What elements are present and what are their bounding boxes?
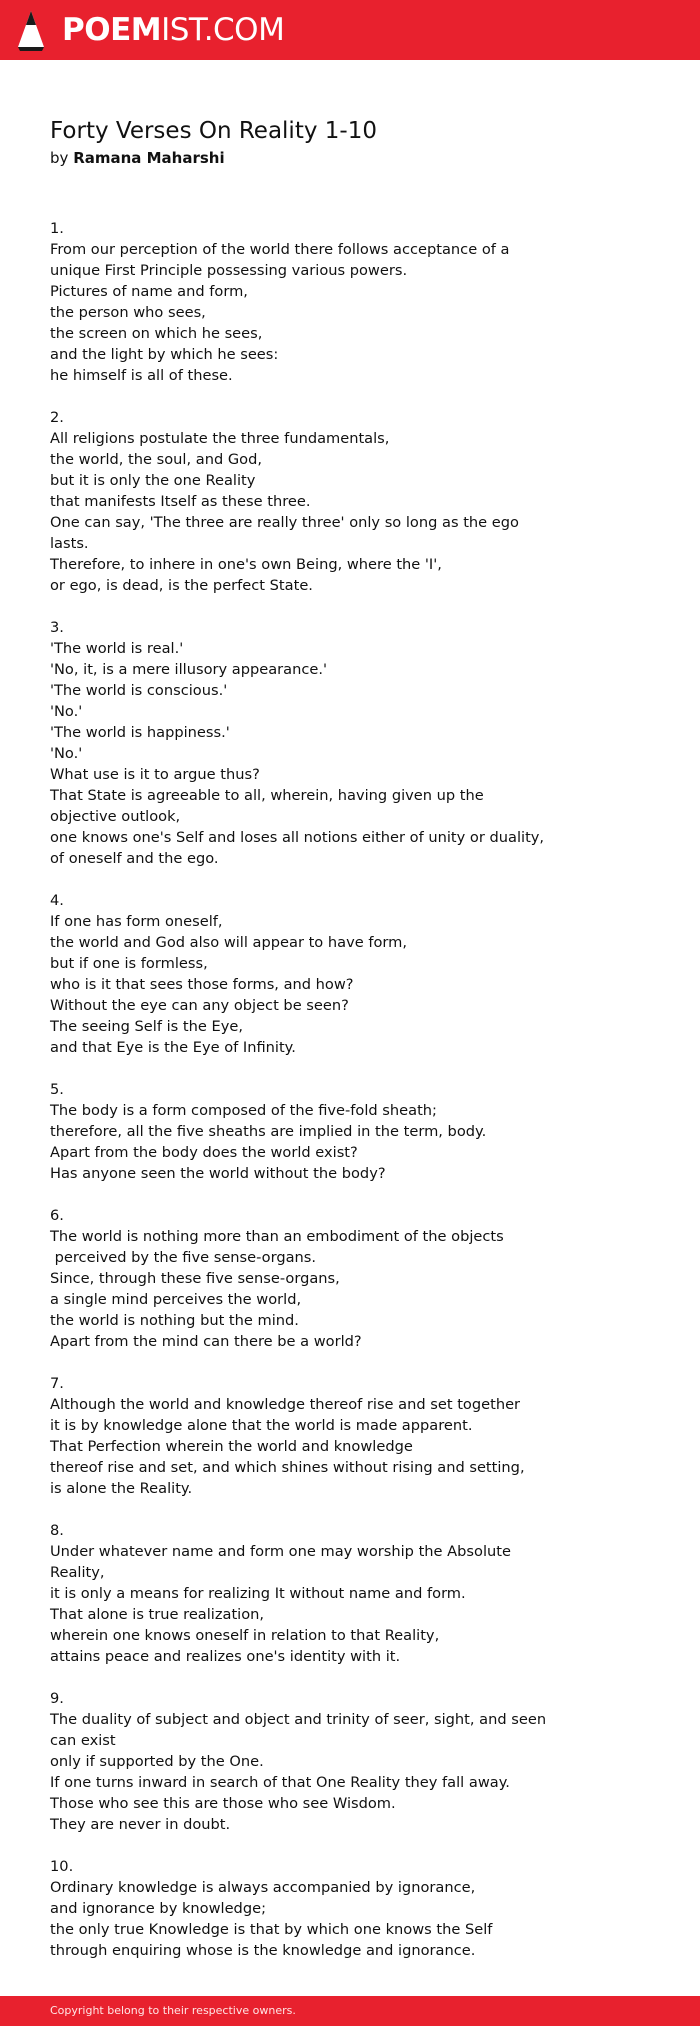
poem-line: Ordinary knowledge is always accompanied by ignorance, bbox=[50, 1879, 476, 1896]
stanza-number: 2. bbox=[50, 409, 64, 426]
stanza-number: 8. bbox=[50, 1522, 64, 1539]
pencil-tip-icon[interactable] bbox=[18, 11, 44, 51]
logo-light-text: IST.COM bbox=[161, 12, 285, 48]
site-header bbox=[0, 0, 700, 60]
poem-line: perceived by the five sense-organs. bbox=[50, 1249, 317, 1266]
poem-line: the person who sees, bbox=[50, 304, 206, 321]
poem-stanza bbox=[50, 1688, 550, 1835]
poem-line: of oneself and the ego. bbox=[50, 850, 219, 867]
poem-stanza bbox=[50, 617, 550, 869]
byline-prefix: by bbox=[50, 149, 69, 167]
poem-stanza bbox=[50, 1205, 550, 1352]
poem-title: Forty Verses On Reality 1-10 bbox=[50, 118, 377, 144]
poem-line: If one has form oneself, bbox=[50, 913, 223, 930]
poem-line: From our perception of the world there follows acceptance of a unique First Principle possessing various powers. bbox=[50, 241, 515, 279]
poem-line: the world and God also will appear to have form, bbox=[50, 934, 407, 951]
poem-line: the only true Knowledge is that by which one knows the Self bbox=[50, 1921, 493, 1938]
poem-line: Without the eye can any object be seen? bbox=[50, 997, 349, 1014]
poem-line: it is only a means for realizing It without name and form. bbox=[50, 1585, 466, 1602]
poem-stanza bbox=[50, 1856, 550, 1961]
poem-line: therefore, all the five sheaths are implied in the term, body. bbox=[50, 1123, 487, 1140]
poem-line: 'No.' bbox=[50, 703, 83, 720]
poem-line: a single mind perceives the world, bbox=[50, 1291, 302, 1308]
poem-line: That Perfection wherein the world and knowledge bbox=[50, 1438, 413, 1455]
poem-line: Therefore, to inhere in one's own Being, where the 'I', bbox=[50, 556, 442, 573]
poem-line: is alone the Reality. bbox=[50, 1480, 193, 1497]
author-name: Ramana Maharshi bbox=[73, 149, 225, 167]
poem-line: he himself is all of these. bbox=[50, 367, 233, 384]
poem-line: They are never in doubt. bbox=[50, 1816, 231, 1833]
site-logo[interactable] bbox=[62, 13, 284, 47]
poem-line: The world is nothing more than an embodiment of the objects bbox=[50, 1228, 504, 1245]
poem-line: wherein one knows oneself in relation to that Reality, bbox=[50, 1627, 440, 1644]
poem-line: Since, through these five sense-organs, bbox=[50, 1270, 340, 1287]
byline bbox=[50, 148, 650, 168]
poem-line: Although the world and knowledge thereof rise and set together bbox=[50, 1396, 521, 1413]
poem-line: and ignorance by knowledge; bbox=[50, 1900, 266, 1917]
poem-line: One can say, 'The three are really three' only so long as the ego lasts. bbox=[50, 514, 524, 552]
poem-line: Pictures of name and form, bbox=[50, 283, 248, 300]
poem-stanza bbox=[50, 1373, 550, 1499]
poem-line: The body is a form composed of the five-fold sheath; bbox=[50, 1102, 437, 1119]
poem-line: through enquiring whose is the knowledge and ignorance. bbox=[50, 1942, 476, 1959]
poem-line: If one turns inward in search of that One Reality they fall away. bbox=[50, 1774, 510, 1791]
stanza-number: 3. bbox=[50, 619, 64, 636]
poem-line: the screen on which he sees, bbox=[50, 325, 263, 342]
poem-stanza bbox=[50, 890, 550, 1058]
poem-line: it is by knowledge alone that the world is made apparent. bbox=[50, 1417, 473, 1434]
poem-line: Under whatever name and form one may worship the Absolute Reality, bbox=[50, 1543, 516, 1581]
poem-line: 'The world is real.' bbox=[50, 640, 184, 657]
poem-line: and that Eye is the Eye of Infinity. bbox=[50, 1039, 296, 1056]
poem-line: thereof rise and set, and which shines without rising and setting, bbox=[50, 1459, 525, 1476]
poem-line: the world is nothing but the mind. bbox=[50, 1312, 299, 1329]
stanza-number: 4. bbox=[50, 892, 64, 909]
site-footer bbox=[0, 1996, 700, 2026]
poem-line: The duality of subject and object and trinity of seer, sight, and seen can exist bbox=[50, 1711, 551, 1749]
poem-line: Apart from the body does the world exist? bbox=[50, 1144, 358, 1161]
poem-line: one knows one's Self and loses all notions either of unity or duality, bbox=[50, 829, 545, 846]
stanza-number: 5. bbox=[50, 1081, 64, 1098]
poem-line: the world, the soul, and God, bbox=[50, 451, 262, 468]
poem-line: All religions postulate the three fundamentals, bbox=[50, 430, 390, 447]
poem-stanza bbox=[50, 218, 550, 386]
poem-stanza bbox=[50, 1520, 550, 1667]
stanza-number: 10. bbox=[50, 1858, 74, 1875]
stanza-number: 6. bbox=[50, 1207, 64, 1224]
poem-stanza bbox=[50, 407, 550, 596]
poem-line: That alone is true realization, bbox=[50, 1606, 265, 1623]
poem-line: 'No, it, is a mere illusory appearance.' bbox=[50, 661, 328, 678]
stanza-number: 1. bbox=[50, 220, 64, 237]
poem-line: That State is agreeable to all, wherein, having given up the objective outlook, bbox=[50, 787, 489, 825]
poem-line: who is it that sees those forms, and how? bbox=[50, 976, 354, 993]
poem-line: Those who see this are those who see Wisdom. bbox=[50, 1795, 396, 1812]
poem-body bbox=[50, 218, 550, 1982]
poem-line: but if one is formless, bbox=[50, 955, 208, 972]
poem-heading bbox=[50, 116, 650, 168]
poem-line: but it is only the one Reality bbox=[50, 472, 256, 489]
poem-line: What use is it to argue thus? bbox=[50, 766, 260, 783]
poem-line: Has anyone seen the world without the body? bbox=[50, 1165, 386, 1182]
poem-line: and the light by which he sees: bbox=[50, 346, 279, 363]
poem-line: Apart from the mind can there be a world? bbox=[50, 1333, 362, 1350]
poem-line: 'No.' bbox=[50, 745, 83, 762]
poem-stanza bbox=[50, 1079, 550, 1184]
stanza-number: 7. bbox=[50, 1375, 64, 1392]
poem-line: 'The world is conscious.' bbox=[50, 682, 228, 699]
poem-line: only if supported by the One. bbox=[50, 1753, 264, 1770]
poem-line: that manifests Itself as these three. bbox=[50, 493, 311, 510]
stanza-number: 9. bbox=[50, 1690, 64, 1707]
poem-line: 'The world is happiness.' bbox=[50, 724, 230, 741]
copyright-notice: Copyright belong to their respective owners. bbox=[50, 2004, 296, 2017]
logo-bold-text: POEM bbox=[62, 12, 162, 48]
poem-line: or ego, is dead, is the perfect State. bbox=[50, 577, 313, 594]
poem-line: The seeing Self is the Eye, bbox=[50, 1018, 243, 1035]
poem-line: attains peace and realizes one's identity with it. bbox=[50, 1648, 401, 1665]
